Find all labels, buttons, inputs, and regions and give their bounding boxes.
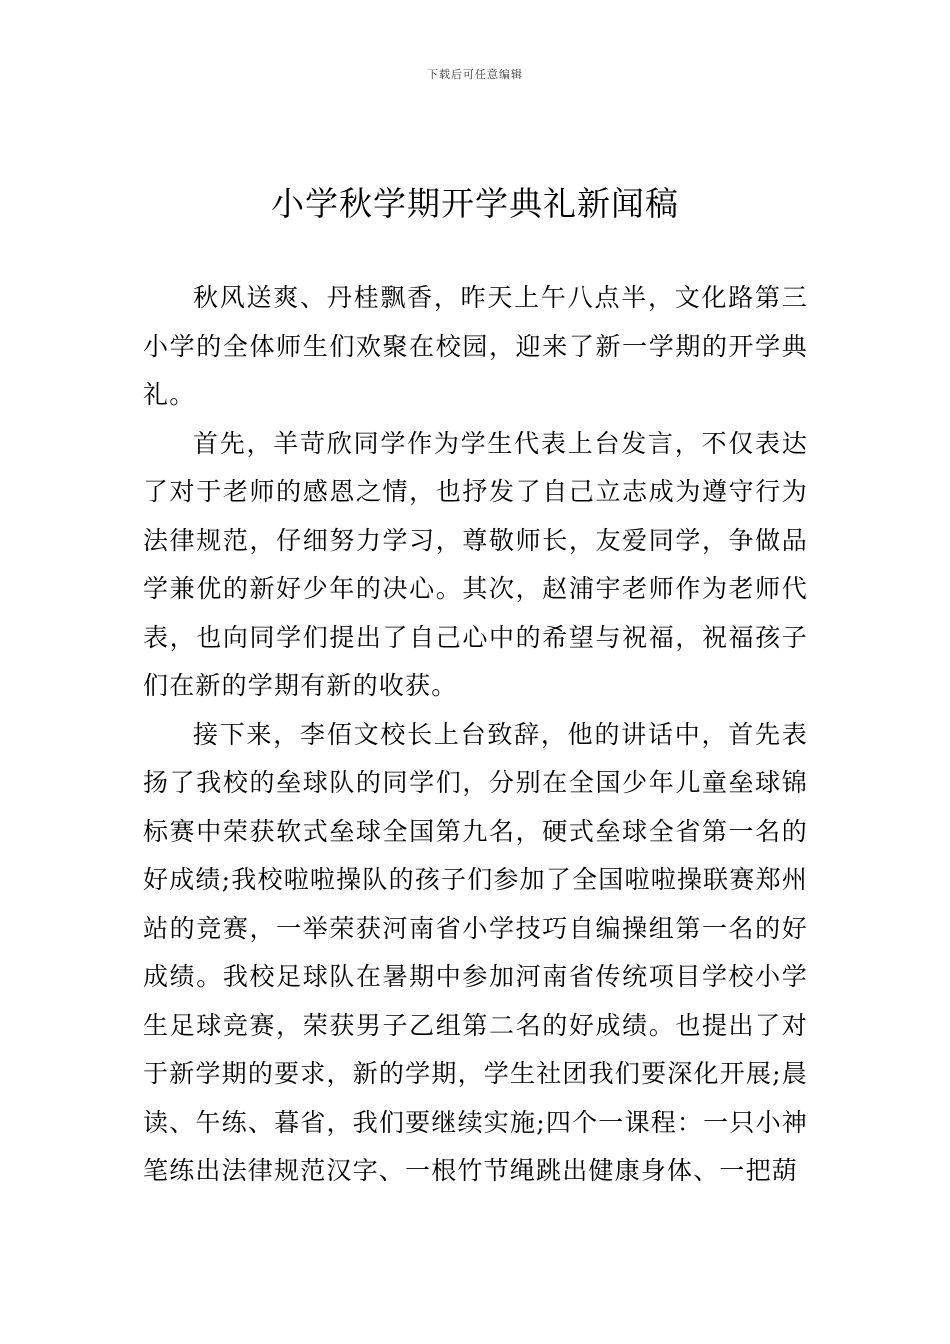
document-title: 小学秋学期开学典礼新闻稿 [271, 184, 679, 223]
paragraph-1: 秋风送爽、丹桂飘香，昨天上午八点半，文化路第三小学的全体师生们欢聚在校园，迎来了新一学期的开学典礼。 [143, 283, 808, 409]
paragraph-3: 接下来，李佰文校长上台致辞，他的讲话中，首先表扬了我校的垒球队的同学们，分别在全国少年儿童垒球锦标赛中荣获软式垒球全国第九名，硬式垒球全省第一名的好成绩;我校啦啦操队的孩子们参加了全国啦啦操联赛郑州站的竞赛，一举荣获河南省小学技巧自编操组第一名的好成绩。我校足球队在暑期中参加河南省传统项目学校小学生足球竞赛，荣获男子乙组第二名的好成绩。也提出了对于新学期的要求，新的学期，学生社团我们要深化开展;晨读、午练、暮省，我们要继续实施;四个一课程：一只小神笔练出法律规范汉字、一根竹节绳跳出健康身体、一把葫 [143, 719, 808, 1185]
document-body [143, 274, 808, 1196]
paragraph-2: 首先，羊苛欣同学作为学生代表上台发言，不仅表达了对于老师的感恩之情，也抒发了自己立志成为遵守行为法律规范，仔细努力学习，尊敬师长，友爱同学，争做品学兼优的新好少年的决心。其次，赵浦宇老师作为老师代表，也向同学们提出了自己心中的希望与祝福，祝福孩子们在新的学期有新的收获。 [143, 428, 808, 700]
header-note: 下载后可任意编辑 [427, 68, 523, 81]
